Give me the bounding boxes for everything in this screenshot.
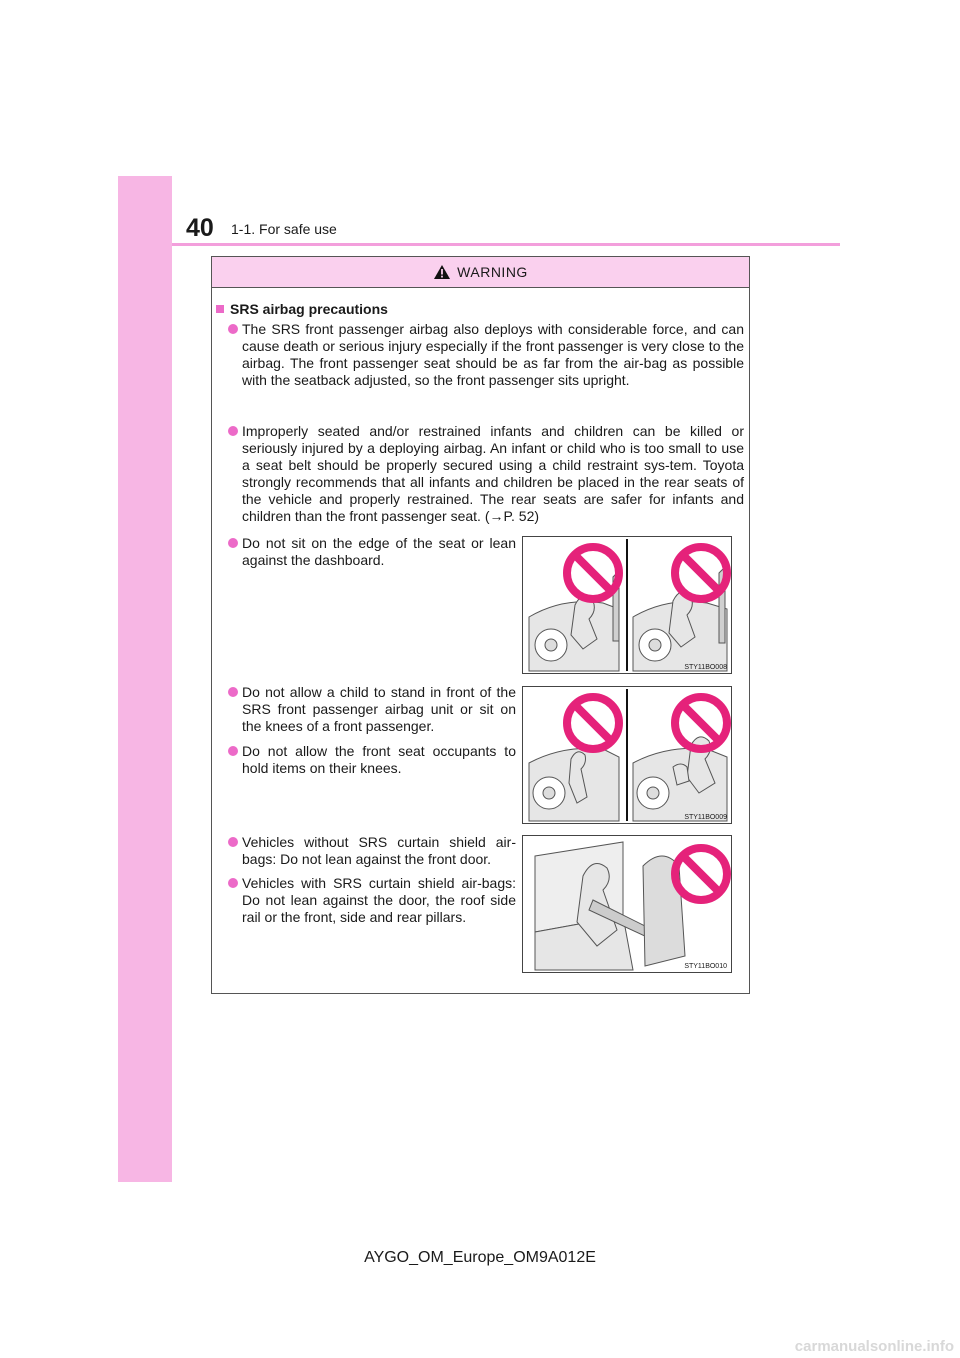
warning-header <box>212 257 749 288</box>
bullet-item: Improperly seated and/or restrained infants and children can be killed or seriously injured by a deploying airbag. An infant or child who is too small to use a seat belt should be properly secured using a child restraint sys-tem. Toyota strongly recommends that all infants and children be placed in the rear seats of the vehicle and properly restrained. The rear seats are safer for infants and children than the front passenger seat. (→P. 52) <box>242 423 744 525</box>
warning-box <box>211 256 750 994</box>
illustration-drawing <box>523 687 731 823</box>
bullet-dot-icon <box>228 746 238 756</box>
bullet-dot-icon <box>228 837 238 847</box>
illustration-seat-edge <box>522 536 732 674</box>
watermark: carmanualsonline.info <box>794 1338 954 1355</box>
bullet-item: Do not allow a child to stand in front of the SRS front passenger airbag unit or sit on the knees of a front passenger. <box>242 684 516 735</box>
bullet-dot-icon <box>228 878 238 888</box>
illustration-drawing <box>523 537 731 673</box>
illustration-leaning-door <box>522 835 732 973</box>
bullet-item: The SRS front passenger airbag also deploys with considerable force, and can cause death or serious injury especially if the front passenger is very close to the airbag. The front passenger seat should be as far from the air-bag as possible with the seatback adjusted, so the front passenger sits upright. <box>242 321 744 389</box>
chapter-side-tab <box>118 176 172 1182</box>
illustration-drawing <box>523 836 731 972</box>
figure-code: STY11BO009 <box>684 814 727 821</box>
bullet-item: Do not sit on the edge of the seat or lean against the dashboard. <box>242 535 516 569</box>
bullet-item: Vehicles with SRS curtain shield air-bags: Do not lean against the door, the roof side rail or the front, side and rear pillars. <box>242 875 516 926</box>
figure-code: STY11BO010 <box>684 963 727 970</box>
document-id: AYGO_OM_Europe_OM9A012E <box>364 1249 596 1266</box>
bullet-dot-icon <box>228 426 238 436</box>
header-divider <box>172 243 840 246</box>
section-title: 1-1. For safe use <box>231 221 337 237</box>
bullet-dot-icon <box>228 687 238 697</box>
bullet-item: Do not allow the front seat occupants to hold items on their knees. <box>242 743 516 777</box>
bullet-item: Vehicles without SRS curtain shield air-bags: Do not lean against the front door. <box>242 834 516 868</box>
square-bullet-icon <box>216 305 224 313</box>
figure-code: STY11BO008 <box>684 664 727 671</box>
illustration-child-standing <box>522 686 732 824</box>
warning-title: WARNING <box>457 264 528 280</box>
warning-triangle-icon <box>433 264 451 280</box>
subheading: SRS airbag precautions <box>216 301 388 317</box>
bullet-dot-icon <box>228 538 238 548</box>
page-number: 40 <box>186 214 214 242</box>
bullet-dot-icon <box>228 324 238 334</box>
